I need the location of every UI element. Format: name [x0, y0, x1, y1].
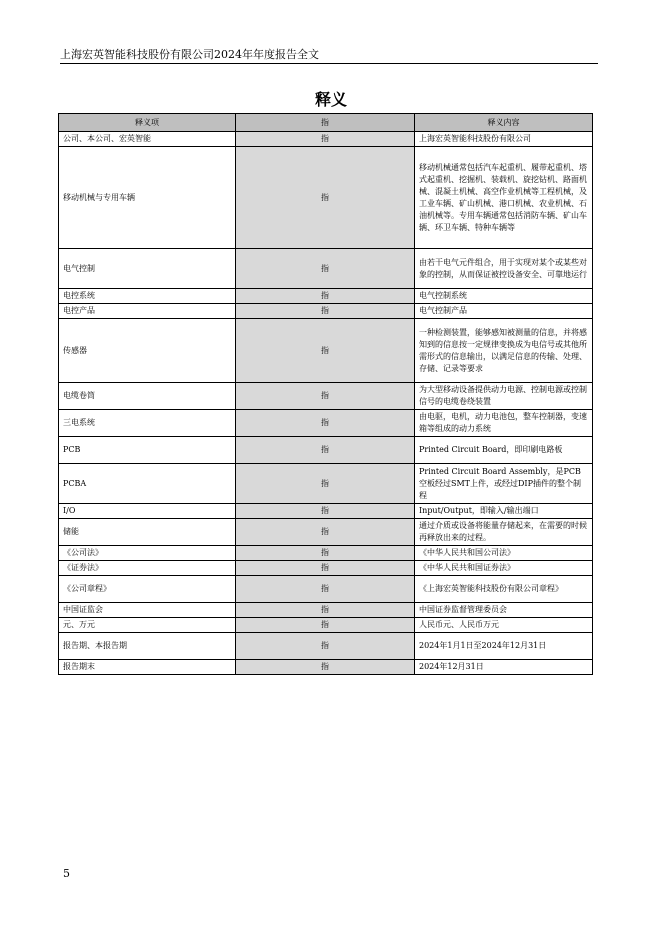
column-header-term: 释义项 — [59, 114, 236, 132]
term-cell: 电气控制 — [59, 249, 236, 289]
term-cell: 《公司法》 — [59, 546, 236, 561]
definition-cell: 电气控制系统 — [415, 289, 593, 304]
mid-cell: 指 — [236, 504, 415, 519]
table-row — [59, 660, 593, 675]
term-cell: 电控系统 — [59, 289, 236, 304]
term-cell: 中国证监会 — [59, 603, 236, 618]
term-cell: 传感器 — [59, 319, 236, 383]
mid-cell: 指 — [236, 464, 415, 504]
table-row — [59, 633, 593, 660]
mid-cell: 指 — [236, 304, 415, 319]
term-cell: 电控产品 — [59, 304, 236, 319]
term-cell: PCB — [59, 437, 236, 464]
table-body — [59, 132, 593, 675]
table-row — [59, 304, 593, 319]
definition-cell: 为大型移动设备提供动力电源、控制电源或控制信号的电缆卷绕装置 — [415, 383, 593, 410]
mid-cell: 指 — [236, 519, 415, 546]
definitions-table — [58, 113, 593, 675]
term-cell: 报告期、本报告期 — [59, 633, 236, 660]
mid-cell: 指 — [236, 410, 415, 437]
table-row — [59, 147, 593, 249]
definition-cell: 由若干电气元件组合，用于实现对某个或某些对象的控制，从而保证被控设备安全、可靠地运行 — [415, 249, 593, 289]
page-title: 释义 — [314, 90, 347, 109]
term-cell: 元、万元 — [59, 618, 236, 633]
mid-cell: 指 — [236, 147, 415, 249]
definition-cell: 《中华人民共和国公司法》 — [415, 546, 593, 561]
table-row — [59, 249, 593, 289]
table-row — [59, 546, 593, 561]
term-cell: 移动机械与专用车辆 — [59, 147, 236, 249]
table-row — [59, 603, 593, 618]
mid-cell: 指 — [236, 383, 415, 410]
table-row — [59, 410, 593, 437]
definition-cell: 移动机械通常包括汽车起重机、履带起重机、塔式起重机、挖掘机、装载机、旋挖钻机、路面机械、混凝土机械、高空作业机械等工程机械，及工业车辆、矿山机械、港口机械、农业机械、石油机械等。专用车辆通常包括消防车辆、矿山车辆、环卫车辆、特种车辆等 — [415, 147, 593, 249]
definition-cell: 《上海宏英智能科技股份有限公司章程》 — [415, 576, 593, 603]
mid-cell: 指 — [236, 546, 415, 561]
term-cell: 报告期末 — [59, 660, 236, 675]
table-row — [59, 464, 593, 504]
definition-cell: 《中华人民共和国证券法》 — [415, 561, 593, 576]
definition-cell: 2024年1月1日至2024年12月31日 — [415, 633, 593, 660]
mid-cell: 指 — [236, 618, 415, 633]
table-row — [59, 383, 593, 410]
mid-cell: 指 — [236, 249, 415, 289]
mid-cell: 指 — [236, 603, 415, 618]
term-cell: 三电系统 — [59, 410, 236, 437]
table-row — [59, 561, 593, 576]
definition-cell: Input/Output，即输入/输出端口 — [415, 504, 593, 519]
definition-cell: 中国证券监督管理委员会 — [415, 603, 593, 618]
mid-cell: 指 — [236, 660, 415, 675]
table-row — [59, 504, 593, 519]
table-row — [59, 618, 593, 633]
table-row — [59, 519, 593, 546]
mid-cell: 指 — [236, 576, 415, 603]
definition-cell: 通过介质或设备将能量存储起来，在需要的时候再释放出来的过程。 — [415, 519, 593, 546]
definition-cell: 一种检测装置，能够感知被测量的信息，并将感知到的信息按一定规律变换成为电信号或其他所需形式的信息输出，以满足信息的传输、处理、存储、记录等要求 — [415, 319, 593, 383]
definition-cell: 上海宏英智能科技股份有限公司 — [415, 132, 593, 147]
table-header-row — [59, 114, 593, 132]
mid-cell: 指 — [236, 561, 415, 576]
mid-cell: 指 — [236, 132, 415, 147]
term-cell: 电缆卷筒 — [59, 383, 236, 410]
mid-cell: 指 — [236, 289, 415, 304]
term-cell: 储能 — [59, 519, 236, 546]
term-cell: 《公司章程》 — [59, 576, 236, 603]
term-cell: 公司、本公司、宏英智能 — [59, 132, 236, 147]
table-row — [59, 289, 593, 304]
table-row — [59, 132, 593, 147]
definition-cell: 人民币元、人民币万元 — [415, 618, 593, 633]
definition-cell: Printed Circuit Board，即印刷电路板 — [415, 437, 593, 464]
column-header-definition: 释义内容 — [415, 114, 593, 132]
page-number: 5 — [63, 867, 70, 880]
term-cell: 《证券法》 — [59, 561, 236, 576]
term-cell: PCBA — [59, 464, 236, 504]
definition-cell: 2024年12月31日 — [415, 660, 593, 675]
definition-cell: Printed Circuit Board Assembly，是PCB空板经过SMT上件，或经过DIP插件的整个制程 — [415, 464, 593, 504]
mid-cell: 指 — [236, 633, 415, 660]
page-header: 上海宏英智能科技股份有限公司2024年年度报告全文 — [60, 48, 598, 64]
definition-cell: 电气控制产品 — [415, 304, 593, 319]
term-cell: I/O — [59, 504, 236, 519]
mid-cell: 指 — [236, 319, 415, 383]
column-header-mid: 指 — [236, 114, 415, 132]
definition-cell: 由电驱，电机，动力电池包，整车控制器，变速箱等组成的动力系统 — [415, 410, 593, 437]
table-row — [59, 576, 593, 603]
table-row — [59, 437, 593, 464]
mid-cell: 指 — [236, 437, 415, 464]
table-row — [59, 319, 593, 383]
